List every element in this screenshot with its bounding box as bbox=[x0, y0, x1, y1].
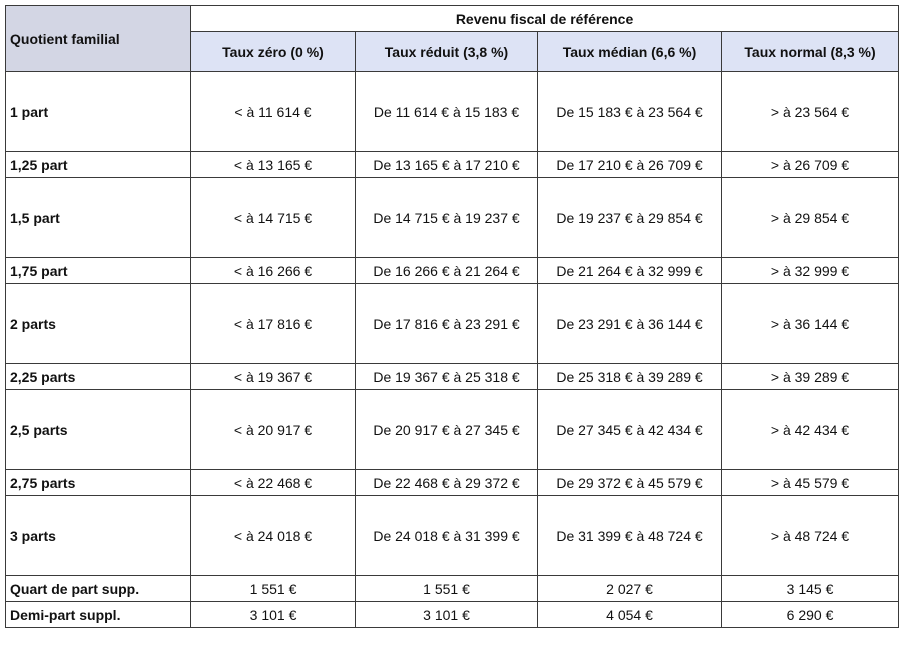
row-label: 2 parts bbox=[6, 284, 191, 364]
row-label: 3 parts bbox=[6, 496, 191, 576]
table-cell: 6 290 € bbox=[722, 602, 899, 628]
row-label: Demi-part suppl. bbox=[6, 602, 191, 628]
table-row bbox=[6, 178, 899, 258]
table-cell: 3 101 € bbox=[356, 602, 538, 628]
table-cell: De 23 291 € à 36 144 € bbox=[538, 284, 722, 364]
table-cell: 1 551 € bbox=[356, 576, 538, 602]
table-cell: De 15 183 € à 23 564 € bbox=[538, 72, 722, 152]
table-cell: De 27 345 € à 42 434 € bbox=[538, 390, 722, 470]
revenue-table-container bbox=[5, 5, 899, 628]
table-row bbox=[6, 258, 899, 284]
table-cell: > à 42 434 € bbox=[722, 390, 899, 470]
table-row bbox=[6, 602, 899, 628]
column-header-reduced: Taux réduit (3,8 %) bbox=[356, 32, 538, 72]
table-cell: 3 145 € bbox=[722, 576, 899, 602]
table-cell: < à 19 367 € bbox=[191, 364, 356, 390]
table-row bbox=[6, 390, 899, 470]
table-row bbox=[6, 152, 899, 178]
table-cell: > à 29 854 € bbox=[722, 178, 899, 258]
corner-header: Quotient familial bbox=[6, 6, 191, 72]
table-cell: > à 23 564 € bbox=[722, 72, 899, 152]
table-cell: > à 48 724 € bbox=[722, 496, 899, 576]
table-cell: < à 20 917 € bbox=[191, 390, 356, 470]
row-label: 2,25 parts bbox=[6, 364, 191, 390]
table-cell: < à 22 468 € bbox=[191, 470, 356, 496]
table-cell: De 25 318 € à 39 289 € bbox=[538, 364, 722, 390]
header-row-group bbox=[6, 6, 899, 32]
table-cell: De 21 264 € à 32 999 € bbox=[538, 258, 722, 284]
table-cell: De 11 614 € à 15 183 € bbox=[356, 72, 538, 152]
table-cell: De 20 917 € à 27 345 € bbox=[356, 390, 538, 470]
table-cell: > à 32 999 € bbox=[722, 258, 899, 284]
column-header-zero: Taux zéro (0 %) bbox=[191, 32, 356, 72]
table-cell: De 17 816 € à 23 291 € bbox=[356, 284, 538, 364]
table-row bbox=[6, 470, 899, 496]
table-cell: 4 054 € bbox=[538, 602, 722, 628]
row-label: 2,75 parts bbox=[6, 470, 191, 496]
table-cell: < à 13 165 € bbox=[191, 152, 356, 178]
row-label: 2,5 parts bbox=[6, 390, 191, 470]
table-cell: < à 11 614 € bbox=[191, 72, 356, 152]
table-cell: > à 36 144 € bbox=[722, 284, 899, 364]
table-row bbox=[6, 284, 899, 364]
table-cell: 1 551 € bbox=[191, 576, 356, 602]
table-cell: De 22 468 € à 29 372 € bbox=[356, 470, 538, 496]
row-label: 1 part bbox=[6, 72, 191, 152]
table-cell: 3 101 € bbox=[191, 602, 356, 628]
table-cell: De 24 018 € à 31 399 € bbox=[356, 496, 538, 576]
table-row bbox=[6, 364, 899, 390]
table-cell: De 31 399 € à 48 724 € bbox=[538, 496, 722, 576]
table-cell: < à 16 266 € bbox=[191, 258, 356, 284]
table-cell: > à 26 709 € bbox=[722, 152, 899, 178]
table-cell: De 16 266 € à 21 264 € bbox=[356, 258, 538, 284]
row-label: 1,25 part bbox=[6, 152, 191, 178]
table-cell: De 17 210 € à 26 709 € bbox=[538, 152, 722, 178]
table-cell: De 14 715 € à 19 237 € bbox=[356, 178, 538, 258]
revenue-table bbox=[5, 5, 899, 628]
column-header-median: Taux médian (6,6 %) bbox=[538, 32, 722, 72]
table-cell: De 29 372 € à 45 579 € bbox=[538, 470, 722, 496]
table-cell: De 13 165 € à 17 210 € bbox=[356, 152, 538, 178]
column-header-normal: Taux normal (8,3 %) bbox=[722, 32, 899, 72]
table-row bbox=[6, 496, 899, 576]
row-label: 1,75 part bbox=[6, 258, 191, 284]
table-cell: De 19 367 € à 25 318 € bbox=[356, 364, 538, 390]
table-cell: > à 39 289 € bbox=[722, 364, 899, 390]
table-row bbox=[6, 576, 899, 602]
row-label: Quart de part supp. bbox=[6, 576, 191, 602]
table-cell: < à 14 715 € bbox=[191, 178, 356, 258]
table-row bbox=[6, 72, 899, 152]
table-cell: De 19 237 € à 29 854 € bbox=[538, 178, 722, 258]
group-header: Revenu fiscal de référence bbox=[191, 6, 899, 32]
table-cell: > à 45 579 € bbox=[722, 470, 899, 496]
table-cell: < à 17 816 € bbox=[191, 284, 356, 364]
table-cell: < à 24 018 € bbox=[191, 496, 356, 576]
table-cell: 2 027 € bbox=[538, 576, 722, 602]
row-label: 1,5 part bbox=[6, 178, 191, 258]
